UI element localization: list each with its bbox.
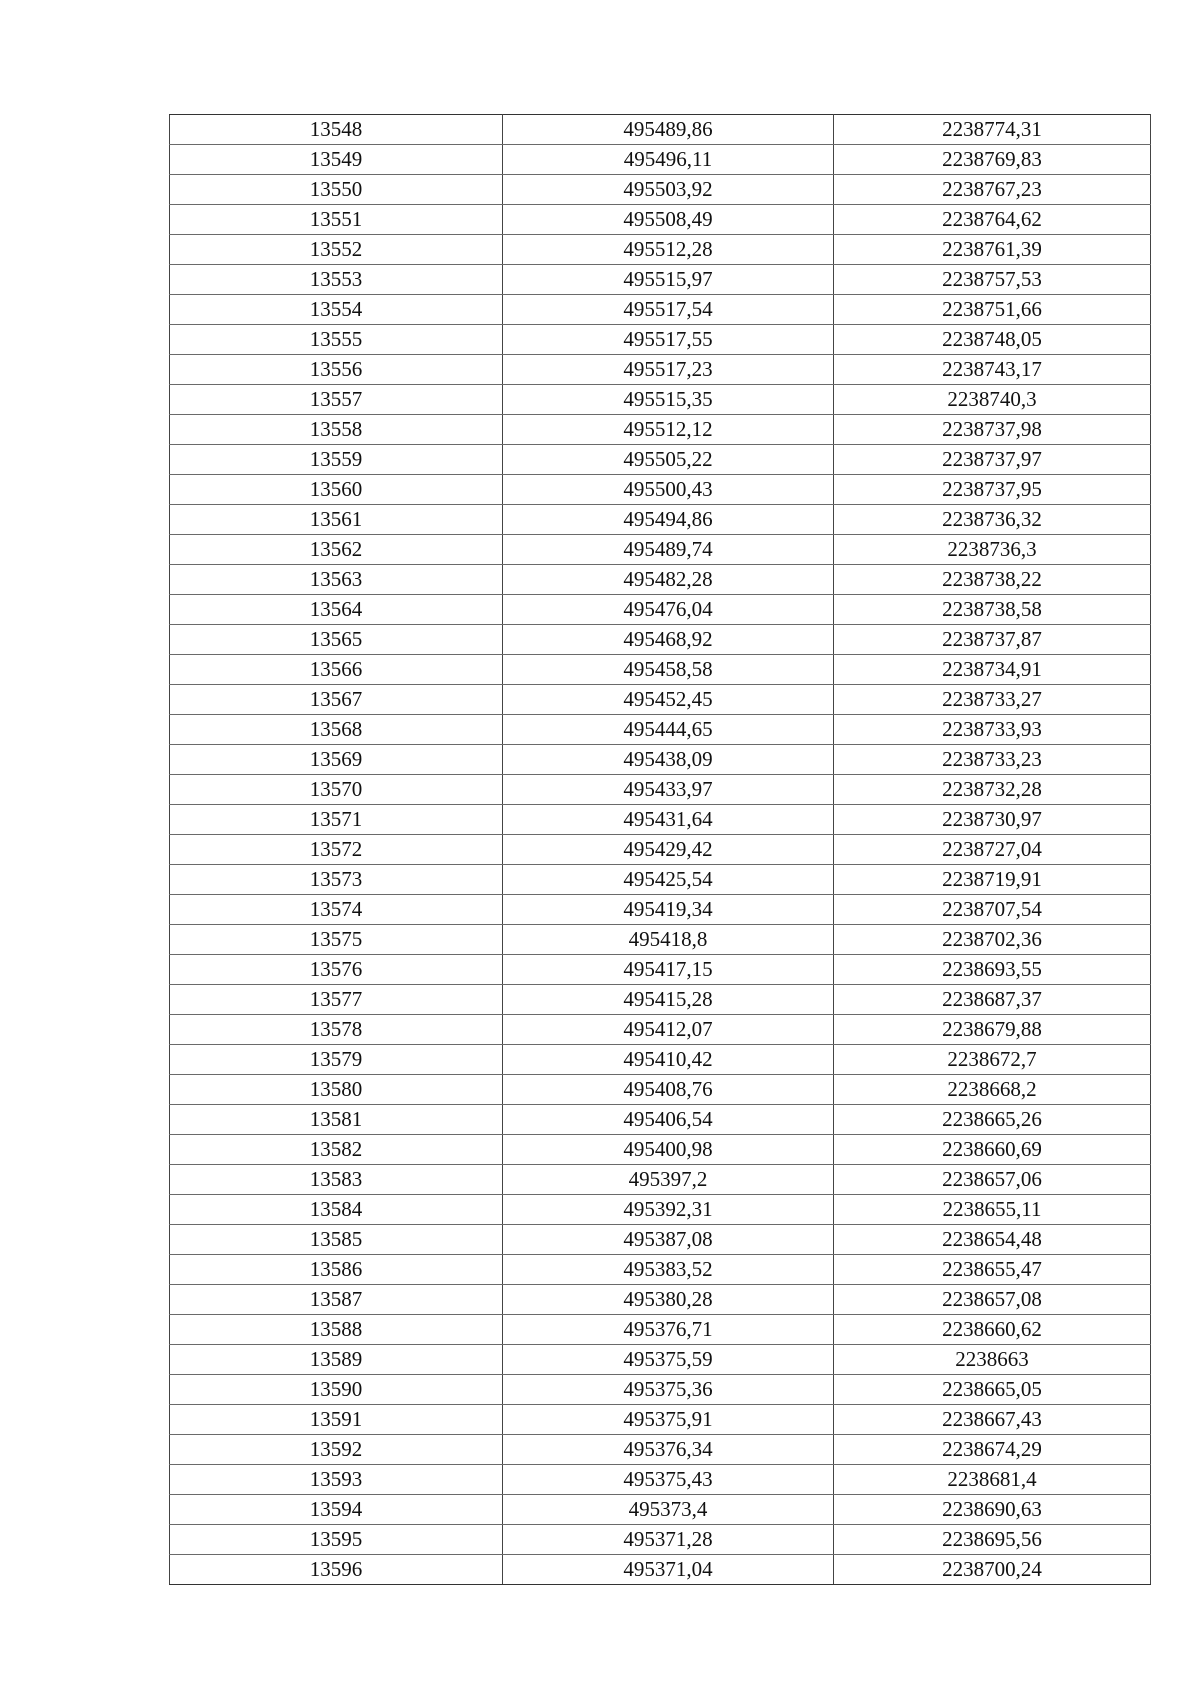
y-coordinate-cell: 2238736,3 [834,535,1151,565]
table-row [170,235,1151,265]
x-coordinate-cell: 495503,92 [503,175,834,205]
x-coordinate-cell: 495433,97 [503,775,834,805]
y-coordinate-cell: 2238672,7 [834,1045,1151,1075]
y-coordinate-cell: 2238674,29 [834,1435,1151,1465]
point-number-cell: 13596 [170,1555,503,1585]
point-number-cell: 13578 [170,1015,503,1045]
x-coordinate-cell: 495375,36 [503,1375,834,1405]
table-row [170,1285,1151,1315]
y-coordinate-cell: 2238737,97 [834,445,1151,475]
point-number-cell: 13558 [170,415,503,445]
point-number-cell: 13591 [170,1405,503,1435]
table-row [170,385,1151,415]
x-coordinate-cell: 495375,59 [503,1345,834,1375]
table-row [170,475,1151,505]
y-coordinate-cell: 2238665,05 [834,1375,1151,1405]
table-row [170,1375,1151,1405]
y-coordinate-cell: 2238733,93 [834,715,1151,745]
x-coordinate-cell: 495387,08 [503,1225,834,1255]
x-coordinate-cell: 495505,22 [503,445,834,475]
point-number-cell: 13570 [170,775,503,805]
y-coordinate-cell: 2238736,32 [834,505,1151,535]
y-coordinate-cell: 2238687,37 [834,985,1151,1015]
x-coordinate-cell: 495400,98 [503,1135,834,1165]
y-coordinate-cell: 2238663 [834,1345,1151,1375]
y-coordinate-cell: 2238740,3 [834,385,1151,415]
y-coordinate-cell: 2238769,83 [834,145,1151,175]
y-coordinate-cell: 2238743,17 [834,355,1151,385]
table-row [170,1495,1151,1525]
x-coordinate-cell: 495444,65 [503,715,834,745]
y-coordinate-cell: 2238719,91 [834,865,1151,895]
point-number-cell: 13566 [170,655,503,685]
point-number-cell: 13585 [170,1225,503,1255]
x-coordinate-cell: 495512,28 [503,235,834,265]
table-row [170,205,1151,235]
point-number-cell: 13581 [170,1105,503,1135]
point-number-cell: 13572 [170,835,503,865]
point-number-cell: 13595 [170,1525,503,1555]
point-number-cell: 13576 [170,955,503,985]
x-coordinate-cell: 495415,28 [503,985,834,1015]
x-coordinate-cell: 495419,34 [503,895,834,925]
x-coordinate-cell: 495392,31 [503,1195,834,1225]
point-number-cell: 13565 [170,625,503,655]
y-coordinate-cell: 2238668,2 [834,1075,1151,1105]
x-coordinate-cell: 495429,42 [503,835,834,865]
point-number-cell: 13579 [170,1045,503,1075]
x-coordinate-cell: 495410,42 [503,1045,834,1075]
y-coordinate-cell: 2238654,48 [834,1225,1151,1255]
table-row [170,955,1151,985]
y-coordinate-cell: 2238700,24 [834,1555,1151,1585]
table-row [170,865,1151,895]
x-coordinate-cell: 495371,28 [503,1525,834,1555]
table-row [170,295,1151,325]
x-coordinate-cell: 495375,91 [503,1405,834,1435]
point-number-cell: 13560 [170,475,503,505]
point-number-cell: 13583 [170,1165,503,1195]
point-number-cell: 13559 [170,445,503,475]
point-number-cell: 13548 [170,115,503,145]
point-number-cell: 13564 [170,595,503,625]
point-number-cell: 13557 [170,385,503,415]
y-coordinate-cell: 2238681,4 [834,1465,1151,1495]
x-coordinate-cell: 495376,71 [503,1315,834,1345]
y-coordinate-cell: 2238738,22 [834,565,1151,595]
coordinates-table-body [170,115,1151,1585]
y-coordinate-cell: 2238730,97 [834,805,1151,835]
y-coordinate-cell: 2238665,26 [834,1105,1151,1135]
x-coordinate-cell: 495371,04 [503,1555,834,1585]
point-number-cell: 13567 [170,685,503,715]
point-number-cell: 13590 [170,1375,503,1405]
x-coordinate-cell: 495512,12 [503,415,834,445]
point-number-cell: 13592 [170,1435,503,1465]
y-coordinate-cell: 2238655,11 [834,1195,1151,1225]
y-coordinate-cell: 2238732,28 [834,775,1151,805]
y-coordinate-cell: 2238657,08 [834,1285,1151,1315]
point-number-cell: 13588 [170,1315,503,1345]
x-coordinate-cell: 495489,74 [503,535,834,565]
y-coordinate-cell: 2238655,47 [834,1255,1151,1285]
y-coordinate-cell: 2238757,53 [834,265,1151,295]
y-coordinate-cell: 2238660,62 [834,1315,1151,1345]
x-coordinate-cell: 495494,86 [503,505,834,535]
y-coordinate-cell: 2238761,39 [834,235,1151,265]
table-row [170,325,1151,355]
table-row [170,1405,1151,1435]
point-number-cell: 13584 [170,1195,503,1225]
x-coordinate-cell: 495452,45 [503,685,834,715]
y-coordinate-cell: 2238679,88 [834,1015,1151,1045]
point-number-cell: 13568 [170,715,503,745]
x-coordinate-cell: 495373,4 [503,1495,834,1525]
table-row [170,175,1151,205]
point-number-cell: 13563 [170,565,503,595]
point-number-cell: 13580 [170,1075,503,1105]
table-row [170,595,1151,625]
table-row [170,115,1151,145]
x-coordinate-cell: 495517,54 [503,295,834,325]
table-row [170,625,1151,655]
y-coordinate-cell: 2238748,05 [834,325,1151,355]
point-number-cell: 13562 [170,535,503,565]
table-row [170,1255,1151,1285]
coordinates-table [169,114,1151,1585]
y-coordinate-cell: 2238774,31 [834,115,1151,145]
table-row [170,775,1151,805]
y-coordinate-cell: 2238737,87 [834,625,1151,655]
table-row [170,1075,1151,1105]
table-row [170,445,1151,475]
x-coordinate-cell: 495425,54 [503,865,834,895]
table-row [170,505,1151,535]
y-coordinate-cell: 2238660,69 [834,1135,1151,1165]
x-coordinate-cell: 495482,28 [503,565,834,595]
x-coordinate-cell: 495375,43 [503,1465,834,1495]
x-coordinate-cell: 495508,49 [503,205,834,235]
point-number-cell: 13551 [170,205,503,235]
point-number-cell: 13550 [170,175,503,205]
point-number-cell: 13589 [170,1345,503,1375]
point-number-cell: 13582 [170,1135,503,1165]
y-coordinate-cell: 2238733,23 [834,745,1151,775]
point-number-cell: 13571 [170,805,503,835]
y-coordinate-cell: 2238695,56 [834,1525,1151,1555]
x-coordinate-cell: 495431,64 [503,805,834,835]
table-row [170,1555,1151,1585]
point-number-cell: 13561 [170,505,503,535]
y-coordinate-cell: 2238667,43 [834,1405,1151,1435]
point-number-cell: 13593 [170,1465,503,1495]
table-row [170,1015,1151,1045]
table-row [170,1165,1151,1195]
x-coordinate-cell: 495515,97 [503,265,834,295]
y-coordinate-cell: 2238737,98 [834,415,1151,445]
y-coordinate-cell: 2238751,66 [834,295,1151,325]
y-coordinate-cell: 2238707,54 [834,895,1151,925]
y-coordinate-cell: 2238657,06 [834,1165,1151,1195]
x-coordinate-cell: 495500,43 [503,475,834,505]
x-coordinate-cell: 495418,8 [503,925,834,955]
table-row [170,745,1151,775]
x-coordinate-cell: 495417,15 [503,955,834,985]
x-coordinate-cell: 495383,52 [503,1255,834,1285]
x-coordinate-cell: 495438,09 [503,745,834,775]
point-number-cell: 13573 [170,865,503,895]
x-coordinate-cell: 495412,07 [503,1015,834,1045]
x-coordinate-cell: 495376,34 [503,1435,834,1465]
point-number-cell: 13556 [170,355,503,385]
table-row [170,1135,1151,1165]
y-coordinate-cell: 2238767,23 [834,175,1151,205]
y-coordinate-cell: 2238764,62 [834,205,1151,235]
point-number-cell: 13554 [170,295,503,325]
point-number-cell: 13555 [170,325,503,355]
y-coordinate-cell: 2238737,95 [834,475,1151,505]
x-coordinate-cell: 495380,28 [503,1285,834,1315]
point-number-cell: 13569 [170,745,503,775]
y-coordinate-cell: 2238727,04 [834,835,1151,865]
table-row [170,1435,1151,1465]
table-row [170,1315,1151,1345]
x-coordinate-cell: 495496,11 [503,145,834,175]
point-number-cell: 13549 [170,145,503,175]
table-row [170,895,1151,925]
x-coordinate-cell: 495517,55 [503,325,834,355]
table-row [170,565,1151,595]
x-coordinate-cell: 495408,76 [503,1075,834,1105]
table-row [170,1105,1151,1135]
point-number-cell: 13574 [170,895,503,925]
point-number-cell: 13577 [170,985,503,1015]
table-row [170,805,1151,835]
y-coordinate-cell: 2238733,27 [834,685,1151,715]
table-row [170,535,1151,565]
table-row [170,415,1151,445]
table-row [170,925,1151,955]
point-number-cell: 13587 [170,1285,503,1315]
x-coordinate-cell: 495406,54 [503,1105,834,1135]
table-row [170,985,1151,1015]
x-coordinate-cell: 495489,86 [503,115,834,145]
table-row [170,715,1151,745]
point-number-cell: 13575 [170,925,503,955]
x-coordinate-cell: 495515,35 [503,385,834,415]
x-coordinate-cell: 495476,04 [503,595,834,625]
table-row [170,685,1151,715]
table-row [170,145,1151,175]
table-row [170,655,1151,685]
table-row [170,355,1151,385]
table-row [170,1465,1151,1495]
table-row [170,1225,1151,1255]
x-coordinate-cell: 495517,23 [503,355,834,385]
table-row [170,1525,1151,1555]
point-number-cell: 13553 [170,265,503,295]
y-coordinate-cell: 2238690,63 [834,1495,1151,1525]
point-number-cell: 13586 [170,1255,503,1285]
table-row [170,1195,1151,1225]
point-number-cell: 13552 [170,235,503,265]
y-coordinate-cell: 2238702,36 [834,925,1151,955]
y-coordinate-cell: 2238738,58 [834,595,1151,625]
y-coordinate-cell: 2238734,91 [834,655,1151,685]
x-coordinate-cell: 495468,92 [503,625,834,655]
point-number-cell: 13594 [170,1495,503,1525]
table-row [170,1345,1151,1375]
x-coordinate-cell: 495397,2 [503,1165,834,1195]
y-coordinate-cell: 2238693,55 [834,955,1151,985]
table-row [170,1045,1151,1075]
x-coordinate-cell: 495458,58 [503,655,834,685]
table-row [170,265,1151,295]
table-row [170,835,1151,865]
